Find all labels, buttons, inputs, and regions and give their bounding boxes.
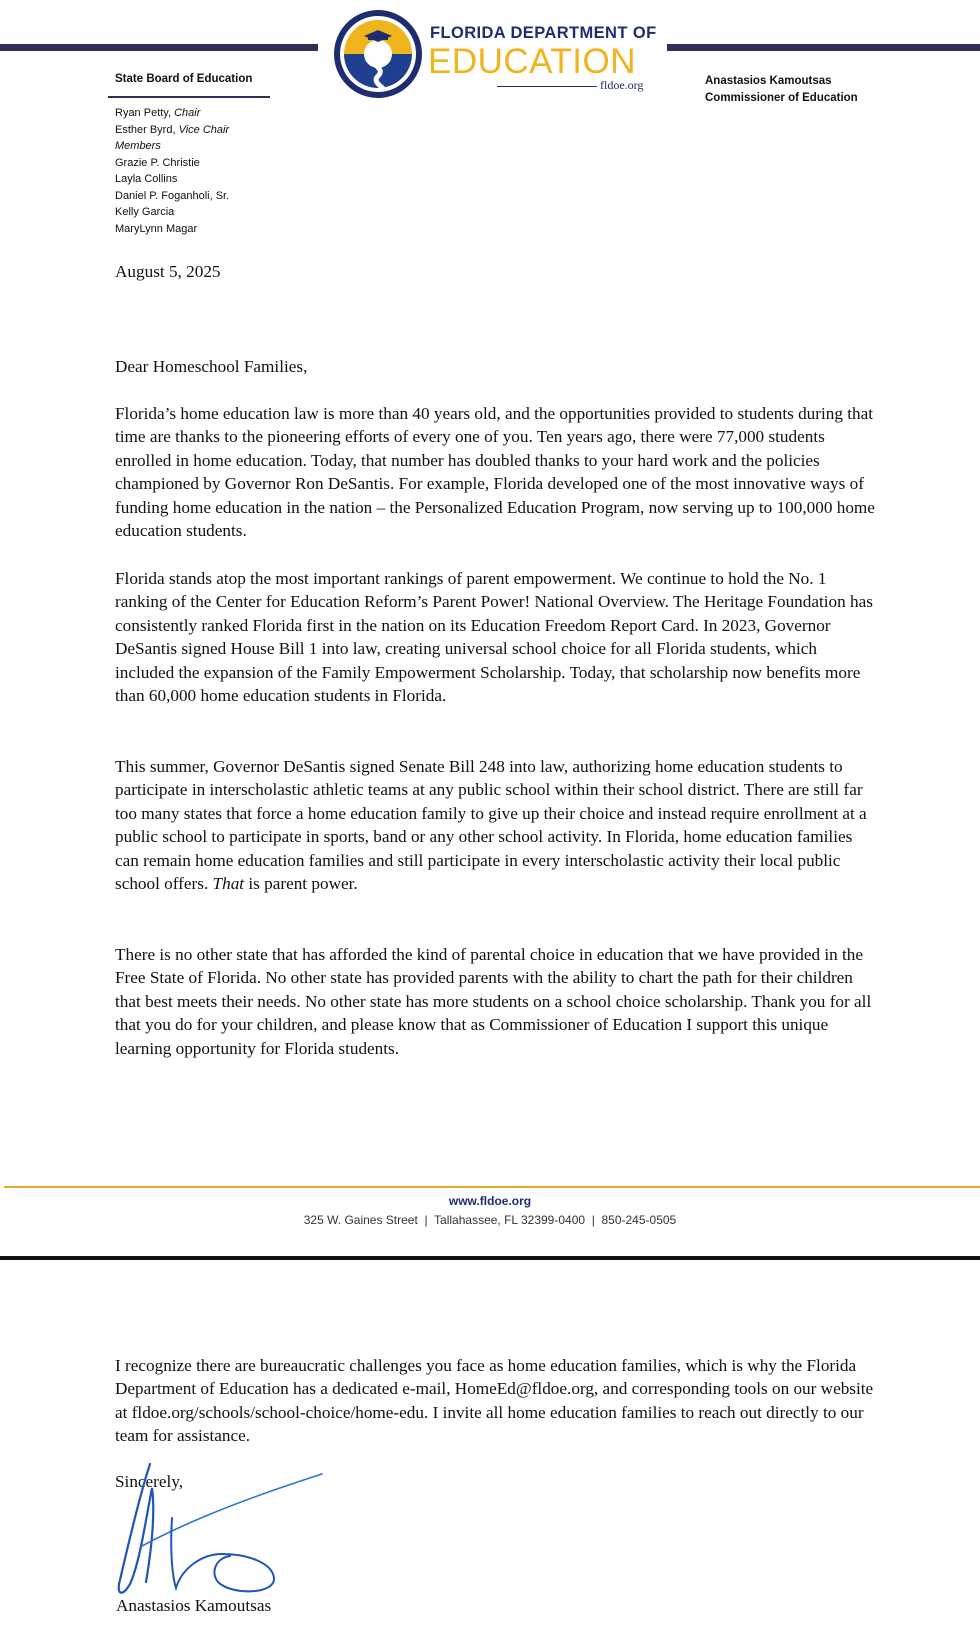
- page-break-rule: [0, 1256, 980, 1260]
- board-member: Kelly Garcia: [115, 206, 175, 218]
- fldoe-logo: [332, 8, 662, 100]
- paragraph-2-text: Florida stands atop the most important rankings of parent empowerment. We continue to hold the No. 1 ranking of the Center for Education Reform’s Parent Power! National Overview. The Heritage Foundation has consistently ranked Florida first in the nation on its Education Freedom Report Card. In 2023, Governor DeSantis signed House Bill 1 into law, creating universal school choice for all Florida students, which included the expansion of the Family Empowerment Scholarship. Today, that scholarship now benefits more than 60,000 home education students in Florida.: [115, 569, 873, 706]
- commissioner-title: Commissioner of Education: [705, 91, 858, 104]
- paragraph-1: [115, 402, 875, 542]
- paragraph-3-text: This summer, Governor DeSantis signed Senate Bill 248 into law, authorizing home education students to participate in interscholastic athletic teams at any public school within their school district. There are still far too many states that force a home education family to give up their choice and instead require enrollment at a public school to participate in sports, band or any other school activity. In Florida, home education families can remain home education families and still participate in every interscholastic activity their local public school offers.: [115, 757, 867, 894]
- header-bar-right: [667, 44, 980, 51]
- paragraph-2: [115, 567, 875, 707]
- board-member: Layla Collins: [115, 173, 178, 185]
- paragraph-4: [115, 943, 875, 1060]
- org-name-line2: EDUCATION: [428, 42, 637, 81]
- board-member: Members: [115, 140, 161, 152]
- board-member: Daniel P. Foganholi, Sr.: [115, 189, 230, 202]
- board-members-list: [115, 105, 229, 237]
- board-member: Ryan Petty, Chair: [115, 107, 201, 119]
- paragraph-5: [115, 1354, 875, 1448]
- header-bar-left: [0, 44, 318, 51]
- paragraph-3: [115, 755, 875, 895]
- logo-url: fldoe.org: [600, 78, 644, 92]
- board-title-rule: [108, 96, 270, 98]
- commissioner-block: [705, 73, 858, 106]
- board-title: State Board of Education: [115, 73, 253, 85]
- salutation: Dear Homeschool Families,: [115, 357, 308, 376]
- paragraph-4-text: There is no other state that has afforded the kind of parental choice in education that we have provided in the Free State of Florida. No other state has provided parents with the ability to chart the path for their children that best meets their needs. No other state has more students on a school choice scholarship. Thank you for all that you do for your children, and please know that as Commissioner of Education I support this unique learning opportunity for Florida students.: [115, 945, 872, 1058]
- board-member: MaryLynn Magar: [115, 222, 198, 235]
- paragraph-3-emphasis: That: [212, 874, 245, 894]
- paragraph-1-text: Florida’s home education law is more than 40 years old, and the opportunities provided to students during that time are thanks to the pioneering efforts of every one of you. Ten years ago, there were 77,000 students enrolled in home education. Today, that number has doubled thanks to your hard work and the policies championed by Governor Ron DeSantis. For example, Florida developed one of the most innovative ways of funding home education in the nation – the Personalized Education Program, now serving up to 100,000 home education students.: [115, 404, 875, 541]
- org-name-line1: FLORIDA DEPARTMENT OF: [430, 24, 657, 42]
- fldoe-seal-icon: [332, 8, 424, 100]
- board-member: Esther Byrd, Vice Chair: [115, 123, 230, 136]
- letter-date: August 5, 2025: [115, 262, 221, 281]
- closing: Sincerely,: [115, 1472, 184, 1491]
- board-member: Grazie P. Christie: [115, 156, 200, 169]
- paragraph-3-end: is parent power.: [244, 874, 358, 894]
- logo-rule: [497, 86, 597, 87]
- signer-name: Anastasios Kamoutsas: [116, 1596, 272, 1615]
- footer-address: 325 W. Gaines Street | Tallahassee, FL 32399-0400 | 850-245-0505: [303, 1213, 677, 1227]
- footer-gold-rule: [4, 1186, 980, 1188]
- footer-url: www.fldoe.org: [448, 1194, 532, 1208]
- signature-icon: [112, 1458, 332, 1608]
- paragraph-5-text: I recognize there are bureaucratic challenges you face as home education families, which is why the Florida Department of Education has a dedicated e-mail, HomeEd@fldoe.org, and corresponding tools on our website at fldoe.org/schools/school-choice/home-edu. I invite all home education families to reach out directly to our team for assistance.: [115, 1356, 874, 1446]
- commissioner-name: Anastasios Kamoutsas: [705, 75, 832, 87]
